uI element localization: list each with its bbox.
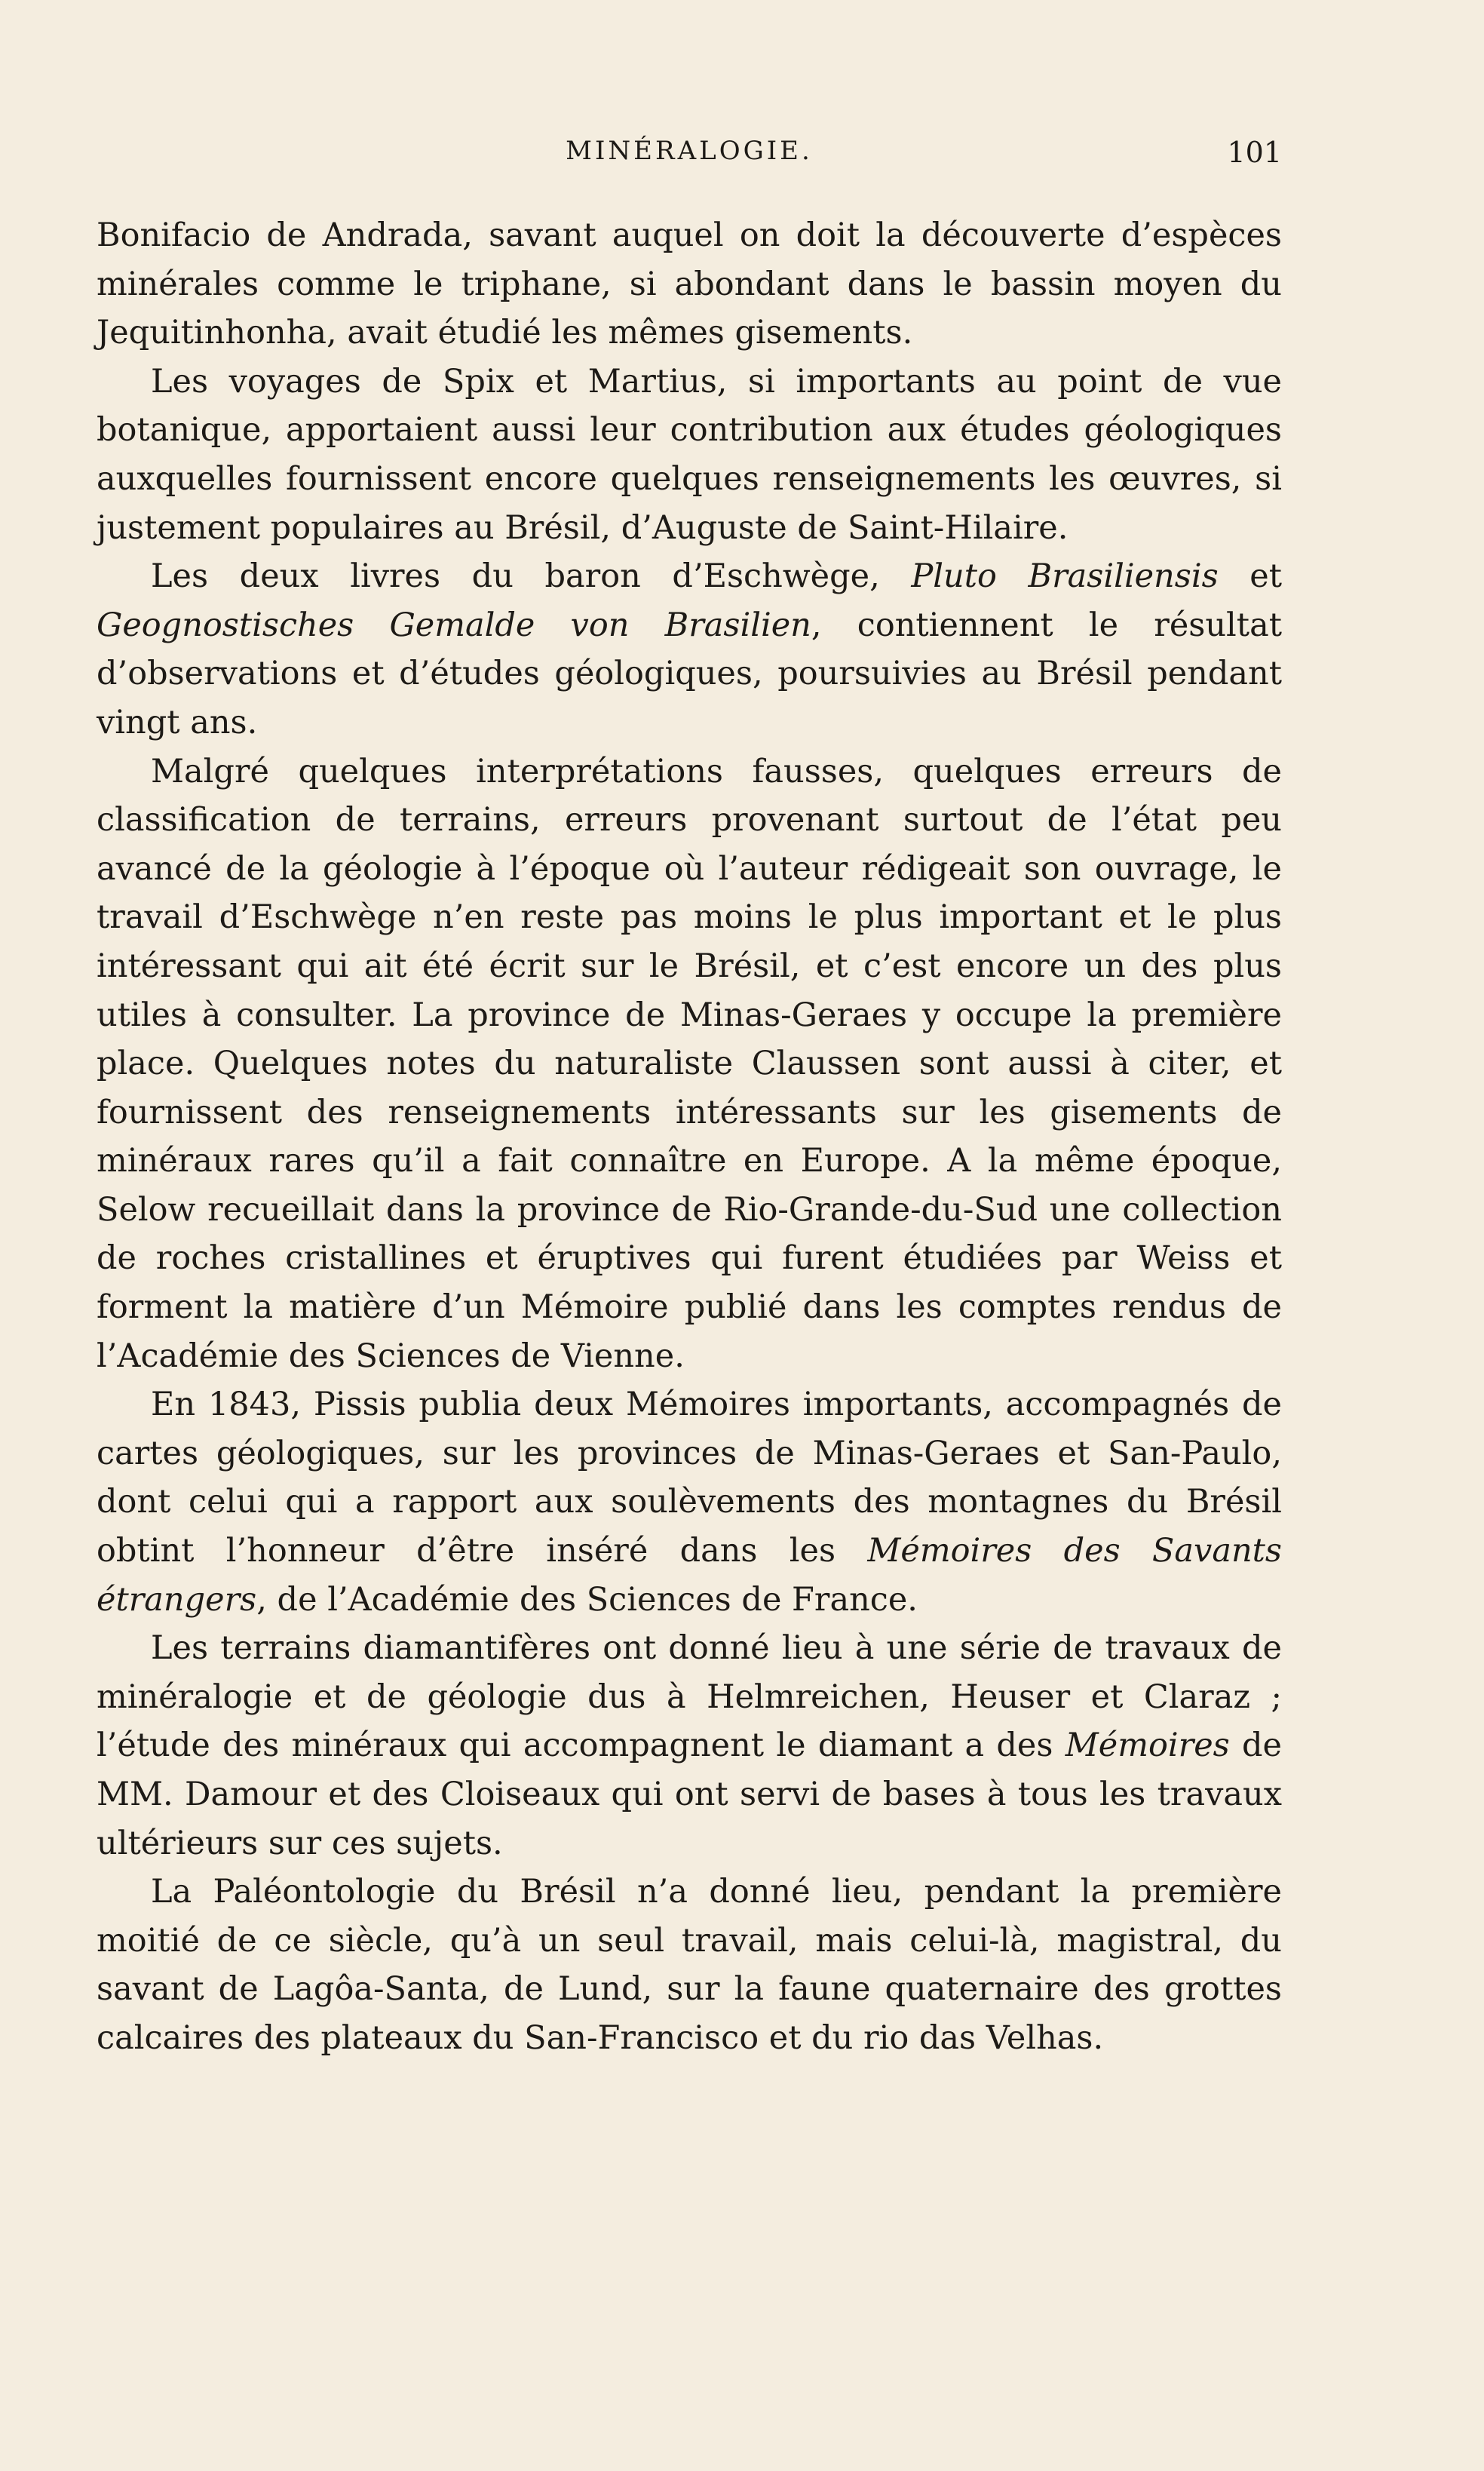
- paragraph: [97, 358, 1282, 552]
- text-run: Les deux livres du baron d’Eschwège,: [151, 557, 912, 596]
- text-run: , de l’Académie des Sciences de France.: [256, 1580, 918, 1619]
- paragraph: [97, 1624, 1282, 1868]
- text-run: et: [1218, 557, 1282, 596]
- text-run: La Paléontologie du Brésil n’a donné lieu, pendant la première moitié de ce siècle, qu’à un seul travail, mais celui-là, magistral, du savant de Lagôa-Santa, de Lund, sur la faune quaternaire des grottes calcaires des plateaux du San-Francisco et du rio das Velhas.: [97, 1873, 1282, 2057]
- text-run: de MM. Damour et des Cloiseaux qui ont servi de bases à tous les travaux ultérieurs sur ces sujets.: [97, 1727, 1282, 1862]
- book-title-italic: Pluto Brasiliensis: [911, 557, 1219, 596]
- publication-title-italic: Mémoires des Savants étrangers: [97, 1532, 1282, 1619]
- paragraph: [97, 211, 1282, 358]
- paragraph: [97, 552, 1282, 747]
- text-run: Les voyages de Spix et Martius, si importants au point de vue botanique, apportaient aussi leur contribution aux études géologiques auxquelles fournissent encore quelques renseignements les œuvres, si justement populaires au Brésil, d’Auguste de Saint-Hilaire.: [97, 362, 1282, 547]
- running-title: MINÉRALOGIE.: [566, 136, 813, 166]
- publication-title-italic: Mémoires: [1065, 1727, 1230, 1765]
- text-run: Malgré quelques interprétations fausses, quelques erreurs de classification de terrains, erreurs provenant surtout de l’état peu avancé de la géologie à l’époque où l’auteur rédigeait son ouvrage, le travail d’Eschwège n’en reste pas moins le plus important et le plus intéressant qui ait été écrit sur le Brésil, et c’est encore un des plus utiles à consulter. La province de Minas-Geraes y occupe la première place. Quelques notes du naturaliste Claussen sont aussi à citer, et fournissent des renseignements intéressants sur les gisements de minéraux rares qu’il a fait connaître en Europe. A la même époque, Selow recueillait dans la province de Rio-Grande-du-Sud une collection de roches cristallines et éruptives qui furent étudiées par Weiss et forment la matière d’un Mémoire publié dans les comptes rendus de l’Académie des Sciences de Vienne.: [97, 752, 1282, 1375]
- page-number: 101: [1227, 136, 1282, 169]
- book-page: [97, 136, 1282, 2063]
- text-run: , contiennent le résultat d’observations et d’études géologiques, poursuivies au Brésil pendant vingt ans.: [97, 606, 1282, 741]
- paragraph: [97, 747, 1282, 1381]
- paragraph: [97, 1868, 1282, 2062]
- body-text: [97, 211, 1282, 2063]
- paragraph: [97, 1380, 1282, 1624]
- running-head: [97, 136, 1282, 189]
- text-run: Les terrains diamantifères ont donné lieu à une série de travaux de minéralogie et de géologie dus à Helmreichen, Heuser et Claraz ; l’étude des minéraux qui accompagnent le diamant a des: [97, 1629, 1282, 1765]
- book-title-italic: Geognostisches Gemalde von Brasilien: [97, 606, 811, 644]
- text-run: En 1843, Pissis publia deux Mémoires importants, accompagnés de cartes géologiques, sur les provinces de Minas-Geraes et San-Paulo, dont celui qui a rapport aux soulèvements des montagnes du Brésil obtint l’honneur d’être inséré dans les: [97, 1386, 1282, 1570]
- text-run: Bonifacio de Andrada, savant auquel on doit la découverte d’espèces minérales comme le triphane, si abondant dans le bassin moyen du Jequitinhonha, avait étudié les mêmes gisements.: [97, 216, 1282, 352]
